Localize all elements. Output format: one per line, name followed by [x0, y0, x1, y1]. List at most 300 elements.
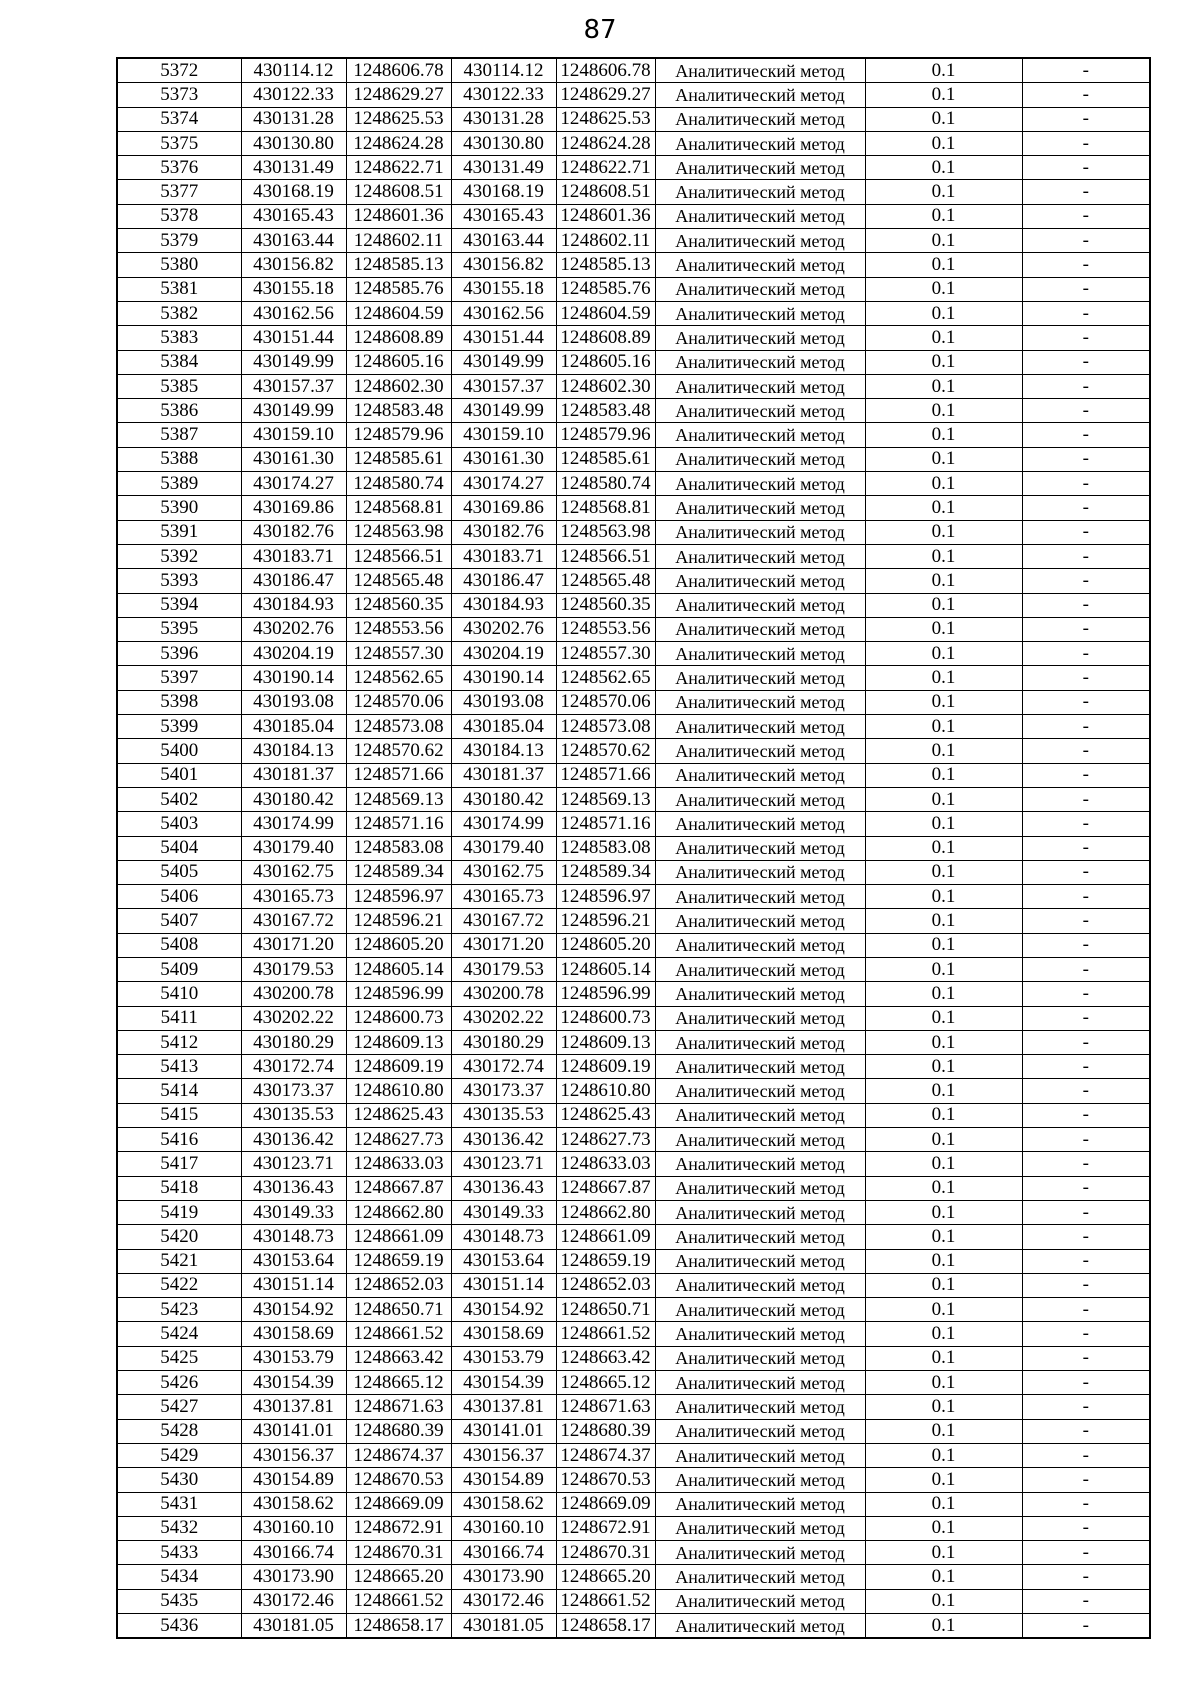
note-cell: - [1022, 131, 1150, 155]
x-new-cell: 430181.37 [451, 763, 556, 787]
table-row [117, 617, 1150, 641]
x-new-cell: 430168.19 [451, 180, 556, 204]
method-cell: Аналитический метод [655, 1541, 865, 1565]
precision-cell: 0.1 [865, 58, 1022, 83]
note-cell: - [1022, 957, 1150, 981]
precision-cell: 0.1 [865, 83, 1022, 107]
point-number-cell: 5373 [117, 83, 241, 107]
y-old-cell: 1248622.71 [346, 156, 451, 180]
precision-cell: 0.1 [865, 1273, 1022, 1297]
y-new-cell: 1248557.30 [556, 642, 655, 666]
note-cell: - [1022, 1443, 1150, 1467]
note-cell: - [1022, 399, 1150, 423]
method-cell: Аналитический метод [655, 180, 865, 204]
point-number-cell: 5397 [117, 666, 241, 690]
point-number-cell: 5430 [117, 1468, 241, 1492]
precision-cell: 0.1 [865, 326, 1022, 350]
x-old-cell: 430123.71 [241, 1152, 346, 1176]
method-cell: Аналитический метод [655, 860, 865, 884]
table-row [117, 253, 1150, 277]
y-old-cell: 1248670.53 [346, 1468, 451, 1492]
note-cell: - [1022, 1492, 1150, 1516]
x-old-cell: 430184.13 [241, 739, 346, 763]
precision-cell: 0.1 [865, 1468, 1022, 1492]
x-old-cell: 430183.71 [241, 544, 346, 568]
precision-cell: 0.1 [865, 1395, 1022, 1419]
x-new-cell: 430156.37 [451, 1443, 556, 1467]
x-new-cell: 430190.14 [451, 666, 556, 690]
table-row [117, 982, 1150, 1006]
x-old-cell: 430173.90 [241, 1565, 346, 1589]
y-old-cell: 1248624.28 [346, 131, 451, 155]
y-old-cell: 1248573.08 [346, 715, 451, 739]
table-row [117, 1614, 1150, 1639]
x-new-cell: 430193.08 [451, 690, 556, 714]
x-new-cell: 430173.37 [451, 1079, 556, 1103]
y-new-cell: 1248602.11 [556, 229, 655, 253]
point-number-cell: 5422 [117, 1273, 241, 1297]
y-old-cell: 1248583.08 [346, 836, 451, 860]
point-number-cell: 5398 [117, 690, 241, 714]
note-cell: - [1022, 447, 1150, 471]
x-old-cell: 430157.37 [241, 374, 346, 398]
y-new-cell: 1248589.34 [556, 860, 655, 884]
table-row [117, 1273, 1150, 1297]
x-new-cell: 430182.76 [451, 520, 556, 544]
note-cell: - [1022, 1176, 1150, 1200]
note-cell: - [1022, 253, 1150, 277]
table-row [117, 812, 1150, 836]
x-old-cell: 430151.44 [241, 326, 346, 350]
x-new-cell: 430136.42 [451, 1128, 556, 1152]
x-new-cell: 430186.47 [451, 569, 556, 593]
y-old-cell: 1248661.52 [346, 1589, 451, 1613]
method-cell: Аналитический метод [655, 933, 865, 957]
y-new-cell: 1248667.87 [556, 1176, 655, 1200]
point-number-cell: 5417 [117, 1152, 241, 1176]
precision-cell: 0.1 [865, 1516, 1022, 1540]
table-row [117, 350, 1150, 374]
x-new-cell: 430167.72 [451, 909, 556, 933]
y-old-cell: 1248609.13 [346, 1030, 451, 1054]
x-old-cell: 430202.22 [241, 1006, 346, 1030]
table-row [117, 1492, 1150, 1516]
y-new-cell: 1248622.71 [556, 156, 655, 180]
precision-cell: 0.1 [865, 763, 1022, 787]
table-row [117, 1589, 1150, 1613]
method-cell: Аналитический метод [655, 617, 865, 641]
x-new-cell: 430154.92 [451, 1298, 556, 1322]
point-number-cell: 5385 [117, 374, 241, 398]
note-cell: - [1022, 1128, 1150, 1152]
x-new-cell: 430155.18 [451, 277, 556, 301]
method-cell: Аналитический метод [655, 690, 865, 714]
precision-cell: 0.1 [865, 1200, 1022, 1224]
method-cell: Аналитический метод [655, 1030, 865, 1054]
table-row [117, 472, 1150, 496]
note-cell: - [1022, 423, 1150, 447]
method-cell: Аналитический метод [655, 1225, 865, 1249]
table-row [117, 1565, 1150, 1589]
method-cell: Аналитический метод [655, 277, 865, 301]
x-new-cell: 430141.01 [451, 1419, 556, 1443]
table-row [117, 666, 1150, 690]
y-old-cell: 1248596.99 [346, 982, 451, 1006]
point-number-cell: 5426 [117, 1371, 241, 1395]
precision-cell: 0.1 [865, 374, 1022, 398]
precision-cell: 0.1 [865, 909, 1022, 933]
note-cell: - [1022, 715, 1150, 739]
point-number-cell: 5409 [117, 957, 241, 981]
x-new-cell: 430131.49 [451, 156, 556, 180]
x-new-cell: 430151.44 [451, 326, 556, 350]
x-new-cell: 430149.99 [451, 399, 556, 423]
y-old-cell: 1248560.35 [346, 593, 451, 617]
table-row [117, 1443, 1150, 1467]
point-number-cell: 5423 [117, 1298, 241, 1322]
table-row [117, 1541, 1150, 1565]
precision-cell: 0.1 [865, 1492, 1022, 1516]
note-cell: - [1022, 1006, 1150, 1030]
x-new-cell: 430131.28 [451, 107, 556, 131]
table-row [117, 715, 1150, 739]
x-new-cell: 430156.82 [451, 253, 556, 277]
x-new-cell: 430114.12 [451, 58, 556, 83]
table-row [117, 1371, 1150, 1395]
y-new-cell: 1248596.97 [556, 885, 655, 909]
y-new-cell: 1248579.96 [556, 423, 655, 447]
x-new-cell: 430158.62 [451, 1492, 556, 1516]
y-old-cell: 1248569.13 [346, 787, 451, 811]
x-old-cell: 430151.14 [241, 1273, 346, 1297]
note-cell: - [1022, 107, 1150, 131]
point-number-cell: 5395 [117, 617, 241, 641]
x-old-cell: 430185.04 [241, 715, 346, 739]
y-old-cell: 1248669.09 [346, 1492, 451, 1516]
method-cell: Аналитический метод [655, 156, 865, 180]
x-new-cell: 430200.78 [451, 982, 556, 1006]
precision-cell: 0.1 [865, 253, 1022, 277]
note-cell: - [1022, 520, 1150, 544]
y-new-cell: 1248583.48 [556, 399, 655, 423]
y-new-cell: 1248566.51 [556, 544, 655, 568]
note-cell: - [1022, 350, 1150, 374]
precision-cell: 0.1 [865, 520, 1022, 544]
x-old-cell: 430181.05 [241, 1614, 346, 1639]
x-old-cell: 430180.29 [241, 1030, 346, 1054]
y-old-cell: 1248665.12 [346, 1371, 451, 1395]
precision-cell: 0.1 [865, 812, 1022, 836]
y-old-cell: 1248553.56 [346, 617, 451, 641]
x-new-cell: 430184.93 [451, 593, 556, 617]
x-old-cell: 430158.69 [241, 1322, 346, 1346]
point-number-cell: 5384 [117, 350, 241, 374]
x-old-cell: 430158.62 [241, 1492, 346, 1516]
note-cell: - [1022, 1273, 1150, 1297]
point-number-cell: 5418 [117, 1176, 241, 1200]
table-row [117, 739, 1150, 763]
table-row [117, 957, 1150, 981]
table-row [117, 1200, 1150, 1224]
y-old-cell: 1248602.11 [346, 229, 451, 253]
point-number-cell: 5390 [117, 496, 241, 520]
x-new-cell: 430161.30 [451, 447, 556, 471]
method-cell: Аналитический метод [655, 787, 865, 811]
note-cell: - [1022, 472, 1150, 496]
x-old-cell: 430153.79 [241, 1346, 346, 1370]
table-row [117, 204, 1150, 228]
note-cell: - [1022, 739, 1150, 763]
x-old-cell: 430168.19 [241, 180, 346, 204]
method-cell: Аналитический метод [655, 1565, 865, 1589]
x-old-cell: 430186.47 [241, 569, 346, 593]
precision-cell: 0.1 [865, 204, 1022, 228]
point-number-cell: 5388 [117, 447, 241, 471]
y-old-cell: 1248663.42 [346, 1346, 451, 1370]
precision-cell: 0.1 [865, 277, 1022, 301]
precision-cell: 0.1 [865, 156, 1022, 180]
x-new-cell: 430202.76 [451, 617, 556, 641]
x-new-cell: 430160.10 [451, 1516, 556, 1540]
precision-cell: 0.1 [865, 399, 1022, 423]
y-old-cell: 1248562.65 [346, 666, 451, 690]
x-old-cell: 430172.46 [241, 1589, 346, 1613]
point-number-cell: 5406 [117, 885, 241, 909]
precision-cell: 0.1 [865, 1541, 1022, 1565]
point-number-cell: 5401 [117, 763, 241, 787]
table-row [117, 180, 1150, 204]
x-new-cell: 430174.99 [451, 812, 556, 836]
precision-cell: 0.1 [865, 933, 1022, 957]
y-old-cell: 1248605.20 [346, 933, 451, 957]
note-cell: - [1022, 666, 1150, 690]
table-row [117, 1176, 1150, 1200]
x-old-cell: 430172.74 [241, 1055, 346, 1079]
point-number-cell: 5405 [117, 860, 241, 884]
point-number-cell: 5377 [117, 180, 241, 204]
note-cell: - [1022, 1468, 1150, 1492]
method-cell: Аналитический метод [655, 1419, 865, 1443]
x-new-cell: 430202.22 [451, 1006, 556, 1030]
precision-cell: 0.1 [865, 1249, 1022, 1273]
table-row [117, 277, 1150, 301]
y-old-cell: 1248625.53 [346, 107, 451, 131]
point-number-cell: 5413 [117, 1055, 241, 1079]
x-old-cell: 430161.30 [241, 447, 346, 471]
table-row [117, 690, 1150, 714]
point-number-cell: 5411 [117, 1006, 241, 1030]
method-cell: Аналитический метод [655, 1006, 865, 1030]
point-number-cell: 5375 [117, 131, 241, 155]
x-old-cell: 430155.18 [241, 277, 346, 301]
point-number-cell: 5436 [117, 1614, 241, 1639]
precision-cell: 0.1 [865, 350, 1022, 374]
y-old-cell: 1248659.19 [346, 1249, 451, 1273]
x-new-cell: 430179.40 [451, 836, 556, 860]
x-old-cell: 430162.56 [241, 301, 346, 325]
table-row [117, 423, 1150, 447]
y-new-cell: 1248671.63 [556, 1395, 655, 1419]
x-new-cell: 430162.56 [451, 301, 556, 325]
y-old-cell: 1248652.03 [346, 1273, 451, 1297]
x-old-cell: 430181.37 [241, 763, 346, 787]
y-new-cell: 1248585.76 [556, 277, 655, 301]
note-cell: - [1022, 374, 1150, 398]
table-row [117, 1249, 1150, 1273]
x-old-cell: 430190.14 [241, 666, 346, 690]
x-old-cell: 430163.44 [241, 229, 346, 253]
precision-cell: 0.1 [865, 423, 1022, 447]
x-new-cell: 430154.39 [451, 1371, 556, 1395]
precision-cell: 0.1 [865, 180, 1022, 204]
precision-cell: 0.1 [865, 617, 1022, 641]
table-row [117, 1006, 1150, 1030]
table-row [117, 520, 1150, 544]
precision-cell: 0.1 [865, 836, 1022, 860]
table-row [117, 1322, 1150, 1346]
point-number-cell: 5391 [117, 520, 241, 544]
note-cell: - [1022, 933, 1150, 957]
y-new-cell: 1248633.03 [556, 1152, 655, 1176]
method-cell: Аналитический метод [655, 1273, 865, 1297]
x-old-cell: 430182.76 [241, 520, 346, 544]
x-old-cell: 430179.53 [241, 957, 346, 981]
method-cell: Аналитический метод [655, 131, 865, 155]
note-cell: - [1022, 1516, 1150, 1540]
x-new-cell: 430183.71 [451, 544, 556, 568]
y-new-cell: 1248568.81 [556, 496, 655, 520]
method-cell: Аналитический метод [655, 1298, 865, 1322]
point-number-cell: 5394 [117, 593, 241, 617]
y-new-cell: 1248650.71 [556, 1298, 655, 1322]
x-new-cell: 430165.43 [451, 204, 556, 228]
y-old-cell: 1248585.61 [346, 447, 451, 471]
y-old-cell: 1248671.63 [346, 1395, 451, 1419]
method-cell: Аналитический метод [655, 301, 865, 325]
y-old-cell: 1248601.36 [346, 204, 451, 228]
table-row [117, 399, 1150, 423]
note-cell: - [1022, 1419, 1150, 1443]
y-new-cell: 1248670.31 [556, 1541, 655, 1565]
note-cell: - [1022, 1055, 1150, 1079]
point-number-cell: 5374 [117, 107, 241, 131]
y-new-cell: 1248608.89 [556, 326, 655, 350]
x-old-cell: 430122.33 [241, 83, 346, 107]
x-new-cell: 430158.69 [451, 1322, 556, 1346]
page-number: 87 [583, 15, 617, 45]
precision-cell: 0.1 [865, 690, 1022, 714]
y-old-cell: 1248629.27 [346, 83, 451, 107]
table-row [117, 909, 1150, 933]
y-new-cell: 1248605.16 [556, 350, 655, 374]
table-row [117, 1395, 1150, 1419]
x-new-cell: 430171.20 [451, 933, 556, 957]
x-new-cell: 430180.29 [451, 1030, 556, 1054]
note-cell: - [1022, 204, 1150, 228]
method-cell: Аналитический метод [655, 496, 865, 520]
x-new-cell: 430179.53 [451, 957, 556, 981]
method-cell: Аналитический метод [655, 666, 865, 690]
precision-cell: 0.1 [865, 1419, 1022, 1443]
y-old-cell: 1248667.87 [346, 1176, 451, 1200]
table-row [117, 131, 1150, 155]
y-old-cell: 1248658.17 [346, 1614, 451, 1639]
method-cell: Аналитический метод [655, 1128, 865, 1152]
method-cell: Аналитический метод [655, 1516, 865, 1540]
point-number-cell: 5421 [117, 1249, 241, 1273]
point-number-cell: 5432 [117, 1516, 241, 1540]
x-old-cell: 430149.33 [241, 1200, 346, 1224]
y-old-cell: 1248579.96 [346, 423, 451, 447]
x-old-cell: 430114.12 [241, 58, 346, 83]
y-old-cell: 1248600.73 [346, 1006, 451, 1030]
x-new-cell: 430149.99 [451, 350, 556, 374]
x-old-cell: 430149.99 [241, 399, 346, 423]
note-cell: - [1022, 1030, 1150, 1054]
precision-cell: 0.1 [865, 1152, 1022, 1176]
note-cell: - [1022, 860, 1150, 884]
y-old-cell: 1248585.76 [346, 277, 451, 301]
y-new-cell: 1248605.14 [556, 957, 655, 981]
method-cell: Аналитический метод [655, 763, 865, 787]
method-cell: Аналитический метод [655, 1614, 865, 1639]
precision-cell: 0.1 [865, 739, 1022, 763]
note-cell: - [1022, 836, 1150, 860]
x-new-cell: 430163.44 [451, 229, 556, 253]
y-old-cell: 1248662.80 [346, 1200, 451, 1224]
y-old-cell: 1248570.06 [346, 690, 451, 714]
y-new-cell: 1248601.36 [556, 204, 655, 228]
point-number-cell: 5383 [117, 326, 241, 350]
y-old-cell: 1248604.59 [346, 301, 451, 325]
y-new-cell: 1248658.17 [556, 1614, 655, 1639]
precision-cell: 0.1 [865, 666, 1022, 690]
y-old-cell: 1248596.21 [346, 909, 451, 933]
note-cell: - [1022, 1371, 1150, 1395]
x-new-cell: 430185.04 [451, 715, 556, 739]
method-cell: Аналитический метод [655, 399, 865, 423]
table-row [117, 1128, 1150, 1152]
x-old-cell: 430149.99 [241, 350, 346, 374]
table-row [117, 447, 1150, 471]
precision-cell: 0.1 [865, 301, 1022, 325]
x-new-cell: 430174.27 [451, 472, 556, 496]
x-old-cell: 430193.08 [241, 690, 346, 714]
x-old-cell: 430154.89 [241, 1468, 346, 1492]
note-cell: - [1022, 690, 1150, 714]
x-old-cell: 430162.75 [241, 860, 346, 884]
y-old-cell: 1248571.16 [346, 812, 451, 836]
y-new-cell: 1248571.66 [556, 763, 655, 787]
note-cell: - [1022, 593, 1150, 617]
x-new-cell: 430184.13 [451, 739, 556, 763]
y-new-cell: 1248596.99 [556, 982, 655, 1006]
point-number-cell: 5408 [117, 933, 241, 957]
point-number-cell: 5392 [117, 544, 241, 568]
y-new-cell: 1248624.28 [556, 131, 655, 155]
x-old-cell: 430173.37 [241, 1079, 346, 1103]
method-cell: Аналитический метод [655, 447, 865, 471]
point-number-cell: 5428 [117, 1419, 241, 1443]
note-cell: - [1022, 1395, 1150, 1419]
note-cell: - [1022, 763, 1150, 787]
table-row [117, 836, 1150, 860]
y-old-cell: 1248580.74 [346, 472, 451, 496]
note-cell: - [1022, 1614, 1150, 1639]
note-cell: - [1022, 1079, 1150, 1103]
x-new-cell: 430172.74 [451, 1055, 556, 1079]
method-cell: Аналитический метод [655, 642, 865, 666]
